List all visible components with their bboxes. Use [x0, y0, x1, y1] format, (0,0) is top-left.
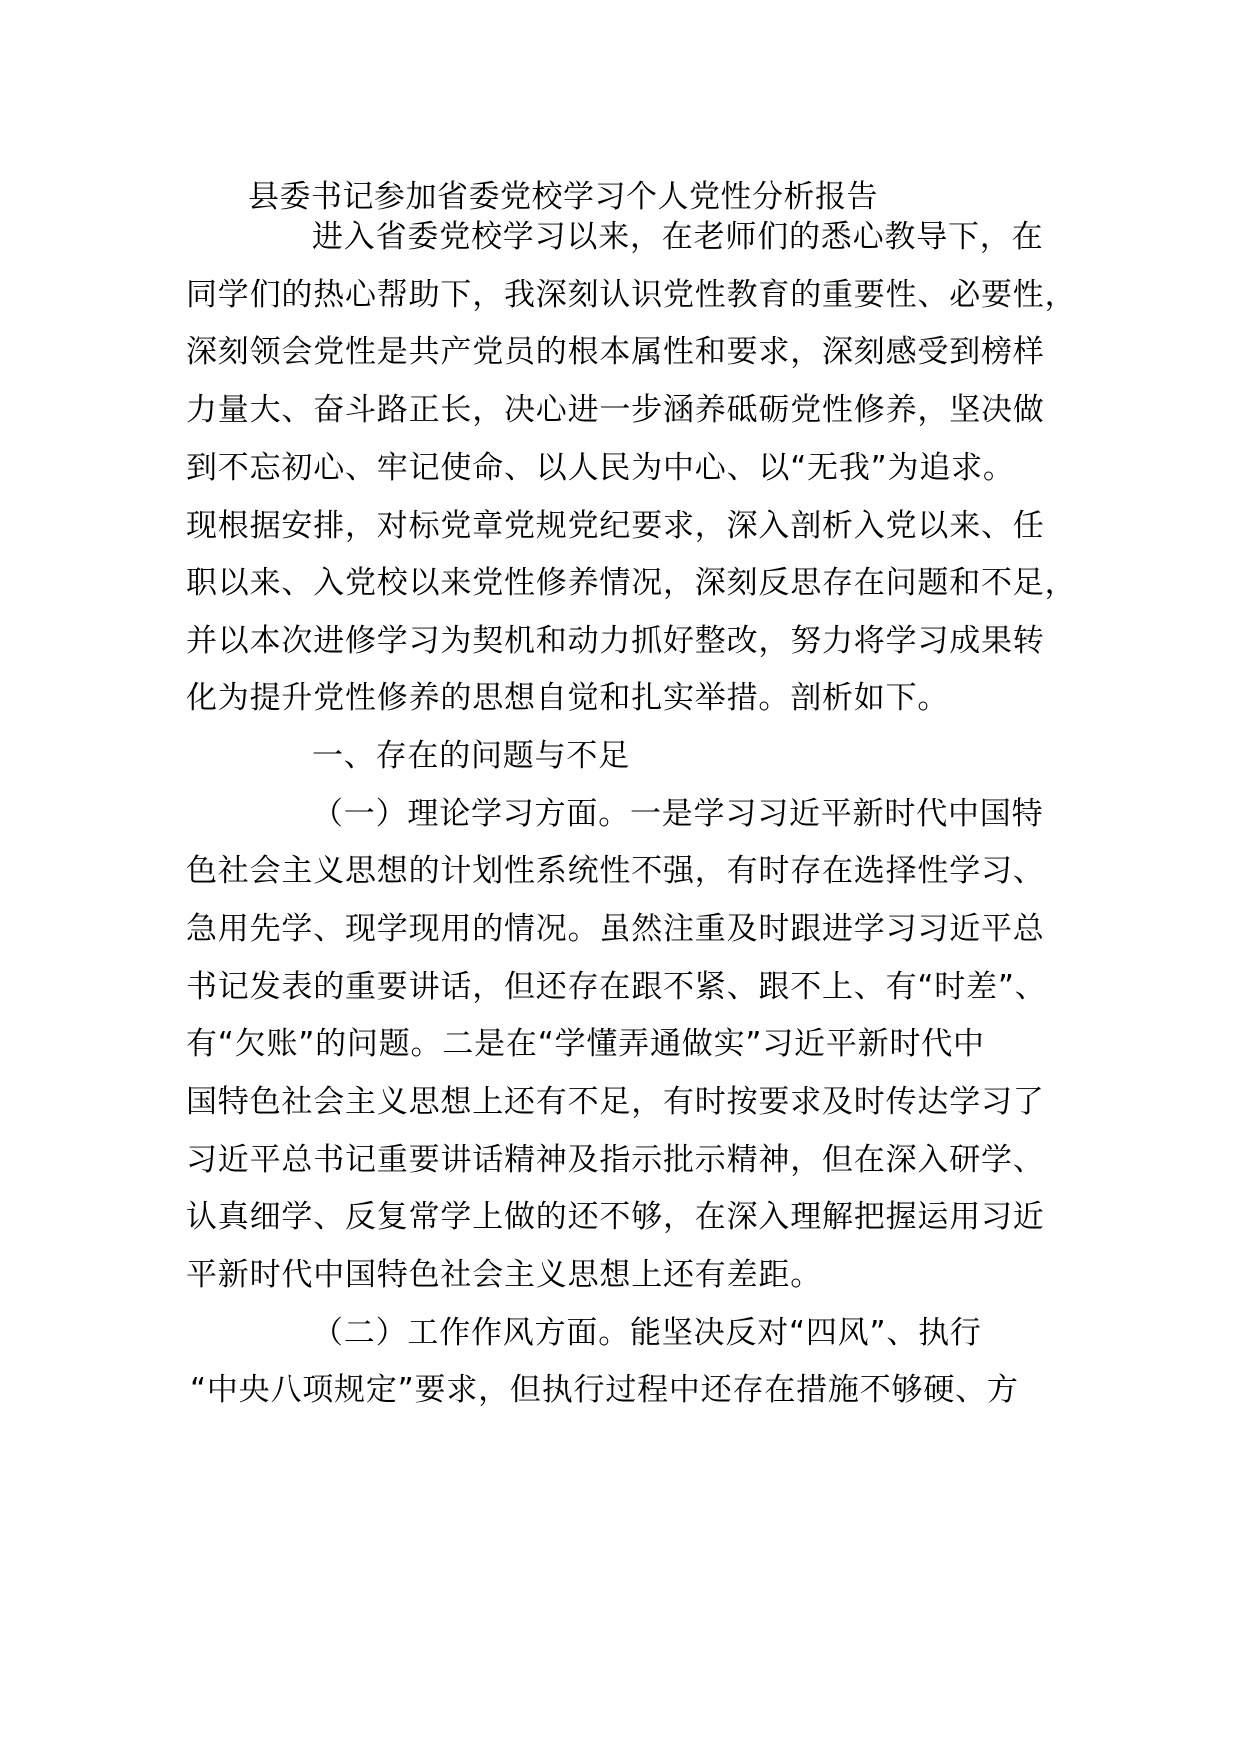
paragraph-line: “中央八项规定”要求，但执行过程中还存在措施不够硬、方 — [190, 1372, 1019, 1408]
paragraph-line: 有“欠账”的问题。二是在“学懂弄通做实”习近平新时代中 — [186, 1026, 985, 1062]
paragraph-line: 化为提升党性修养的思想自觉和扎实举措。剖析如下。 — [186, 680, 950, 716]
paragraph-line: （二）工作作风方面。能坚决反对“四风”、执行 — [312, 1315, 982, 1351]
paragraph-line: 力量大、奋斗路正长，决心进一步涵养砥砺党性修养，坚决做 — [186, 392, 1045, 428]
paragraph-line: 深刻领会党性是共产党员的根本属性和要求，深刻感受到榜样 — [186, 334, 1045, 370]
document-title: 县委书记参加省委党校学习个人党性分析报告 — [248, 179, 878, 215]
paragraph-line: 书记发表的重要讲话，但还存在跟不紧、跟不上、有“时差”、 — [186, 969, 1047, 1005]
paragraph-line: 色社会主义思想的计划性系统性不强，有时存在选择性学习、 — [186, 853, 1045, 889]
paragraph-line: 到不忘初心、牢记使命、以人民为中心、以“无我”为追求。 — [186, 450, 1015, 486]
paragraph-line: 急用先学、现学现用的情况。虽然注重及时跟进学习习近平总 — [186, 911, 1045, 947]
paragraph-line: 习近平总书记重要讲话精神及指示批示精神，但在深入研学、 — [186, 1142, 1045, 1178]
paragraph-line: （一）理论学习方面。一是学习习近平新时代中国特 — [312, 796, 1044, 832]
paragraph-line: 国特色社会主义思想上还有不足，有时按要求及时传达学习了 — [186, 1084, 1045, 1120]
paragraph-line: 认真细学、反复常学上做的还不够，在深入理解把握运用习近 — [186, 1199, 1045, 1235]
paragraph-line: 进入省委党校学习以来，在老师们的悉心教导下，在 — [312, 219, 1044, 255]
section-heading: 一、存在的问题与不足 — [312, 738, 630, 774]
paragraph-line: 现根据安排，对标党章党规党纪要求，深入剖析入党以来、任 — [186, 508, 1045, 544]
paragraph-line: 同学们的热心帮助下，我深刻认识党性教育的重要性、必要性， — [186, 277, 1077, 313]
paragraph-line: 平新时代中国特色社会主义思想上还有差距。 — [186, 1257, 822, 1293]
paragraph-line: 职以来、入党校以来党性修养情况，深刻反思存在问题和不足， — [186, 565, 1077, 601]
paragraph-line: 并以本次进修学习为契机和动力抓好整改，努力将学习成果转 — [186, 623, 1045, 659]
